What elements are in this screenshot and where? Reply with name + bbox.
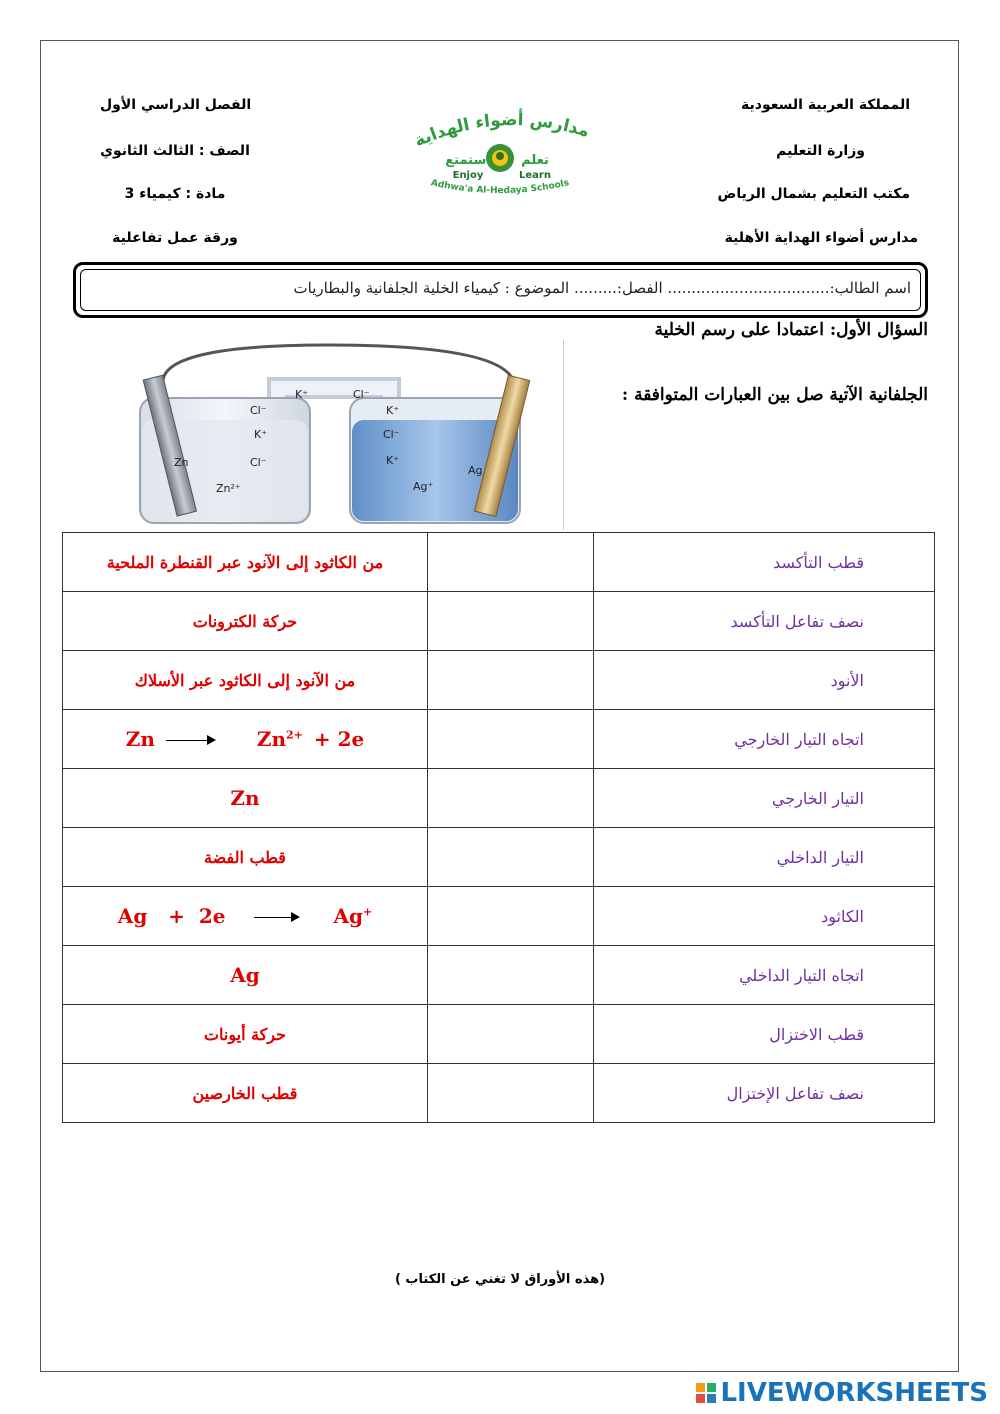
galvanic-cell-diagram	[128, 340, 538, 530]
table-row	[63, 828, 935, 887]
term-cell[interactable]: نصف تفاعل الإختزال	[594, 1064, 935, 1123]
silver-label: Ag	[468, 464, 483, 477]
term-cell[interactable]: التيار الخارجي	[594, 769, 935, 828]
blank-cell[interactable]	[428, 1064, 594, 1123]
student-info-line[interactable]: اسم الطالب:.................................. الفصل:......... الموضوع : كيمياء الخلية الجلفانية والبطاريات	[293, 279, 911, 297]
table-row	[63, 1064, 935, 1123]
formula-zn-tail: + 2e	[313, 727, 365, 751]
table-row	[63, 592, 935, 651]
logo-english-name: Adhwa'a Al-Hedaya Schools	[429, 178, 571, 197]
header-office: مكتب التعليم بشمال الرياض	[717, 186, 910, 202]
header-worksheet-type: ورقة عمل تفاعلية	[112, 230, 238, 246]
question-instruction: الجلفانية الآتية صل بين العبارات المتوافقة :	[621, 385, 928, 405]
answer-cell[interactable]: قطب الخارصين	[63, 1064, 428, 1123]
term-cell[interactable]: نصف تفاعل التأكسد	[594, 592, 935, 651]
answer-cell[interactable]: حركة أيونات	[63, 1005, 428, 1064]
header-country: المملكة العربية السعودية	[741, 97, 910, 113]
right-ion-1: K⁺	[386, 404, 400, 417]
liveworksheets-logo-icon	[696, 1383, 716, 1403]
blank-cell[interactable]	[428, 592, 594, 651]
table-row	[63, 651, 935, 710]
table-row	[63, 533, 935, 592]
answer-cell[interactable]: من الكاثود إلى الآنود عبر القنطرة الملحية	[63, 533, 428, 592]
formula-zn-sup: 2+	[286, 728, 303, 742]
liveworksheets-brand[interactable]	[696, 1378, 988, 1408]
logo-enjoy: Enjoy	[452, 170, 484, 181]
blank-cell[interactable]	[428, 887, 594, 946]
term-cell[interactable]: قطب الاختزال	[594, 1005, 935, 1064]
table-row	[63, 946, 935, 1005]
term-cell[interactable]: اتجاه التيار الخارجي	[594, 710, 935, 769]
left-ion-4: Zn²⁺	[216, 482, 241, 495]
table-row	[63, 1005, 935, 1064]
table-row	[63, 769, 935, 828]
answer-cell-zn-formula[interactable]	[63, 710, 428, 769]
matching-table	[62, 532, 935, 1123]
answer-cell-ag-formula[interactable]	[63, 887, 428, 946]
logo-learn: Learn	[519, 170, 551, 181]
term-cell[interactable]: الأنود	[594, 651, 935, 710]
header-subject: مادة : كيمياء 3	[124, 186, 226, 202]
formula-ag-sup: +	[362, 905, 373, 919]
term-cell[interactable]: الكاثود	[594, 887, 935, 946]
formula-zn-left: Zn	[125, 727, 155, 751]
header-semester: الفصل الدراسي الأول	[100, 97, 252, 113]
footer-note: (هذه الأوراق لا تغني عن الكتاب )	[394, 1272, 606, 1287]
header-school: مدارس أضواء الهداية الأهلية	[724, 230, 918, 246]
blank-cell[interactable]	[428, 651, 594, 710]
liveworksheets-text: LIVEWORKSHEETS	[720, 1378, 988, 1408]
school-logo	[400, 108, 600, 208]
right-ion-3: K⁺	[386, 454, 400, 467]
bridge-ion-cl: Cl⁻	[353, 388, 370, 401]
blank-cell[interactable]	[428, 769, 594, 828]
left-ion-1: Cl⁻	[250, 404, 267, 417]
logo-arabic-name: مدارس أضواء الهداية	[411, 110, 592, 152]
term-cell[interactable]: قطب التأكسد	[594, 533, 935, 592]
term-cell[interactable]: اتجاه التيار الداخلي	[594, 946, 935, 1005]
blank-cell[interactable]	[428, 828, 594, 887]
table-row	[63, 710, 935, 769]
blank-cell[interactable]	[428, 946, 594, 1005]
bridge-ion-k: K⁺	[295, 388, 309, 401]
blank-cell[interactable]	[428, 710, 594, 769]
formula-ag-right: Ag	[333, 904, 363, 928]
answer-cell[interactable]: حركة الكترونات	[63, 592, 428, 651]
header-grade: الصف : الثالث الثانوي	[100, 143, 250, 159]
logo-learn-ar: تعلم	[521, 153, 549, 168]
left-ion-2: K⁺	[254, 428, 268, 441]
zinc-label: Zn	[174, 456, 189, 469]
table-row	[63, 887, 935, 946]
right-ion-2: Cl⁻	[383, 428, 400, 441]
answer-cell[interactable]: Ag	[63, 946, 428, 1005]
blank-cell[interactable]	[428, 1005, 594, 1064]
right-ion-4: Ag⁺	[413, 480, 434, 493]
question-title: السؤال الأول: اعتمادا على رسم الخلية	[654, 320, 928, 340]
external-wire	[163, 345, 513, 380]
header-ministry: وزارة التعليم	[776, 143, 865, 159]
left-ion-3: Cl⁻	[250, 456, 267, 469]
answer-cell[interactable]: من الآنود إلى الكاثود عبر الأسلاك	[63, 651, 428, 710]
formula-zn-right: Zn	[256, 727, 286, 751]
arrow-right-icon	[254, 917, 298, 918]
answer-cell[interactable]: قطب الفضة	[63, 828, 428, 887]
term-cell[interactable]: التيار الداخلي	[594, 828, 935, 887]
logo-enjoy-ar: استمتع	[445, 153, 491, 168]
student-info-box	[73, 262, 928, 318]
divider-line	[563, 340, 564, 530]
arrow-right-icon	[166, 740, 214, 741]
formula-ag-left: Ag + 2e	[117, 904, 226, 928]
answer-cell[interactable]: Zn	[63, 769, 428, 828]
blank-cell[interactable]	[428, 533, 594, 592]
